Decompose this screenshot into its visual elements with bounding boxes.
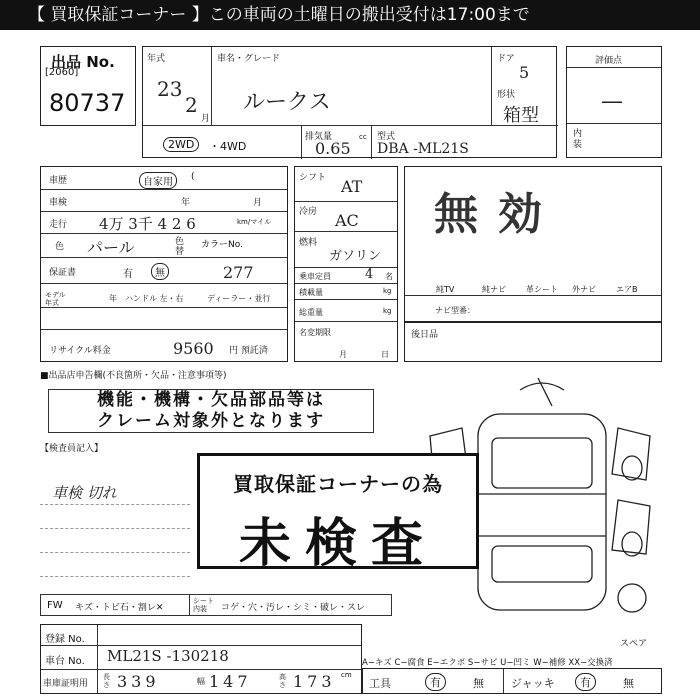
shift-value: AT: [341, 177, 363, 196]
type-label: 型式: [377, 132, 396, 142]
color-change-label: 色替: [175, 237, 185, 257]
jack-label: ジャッキ: [511, 677, 555, 690]
reg-label: 登録 No.: [45, 634, 85, 645]
equipment-item: 純ナビ: [482, 285, 506, 294]
height-value: 173: [293, 672, 336, 691]
score-label: 評価点: [595, 56, 623, 66]
width-value: 147: [209, 672, 252, 691]
chassis-value: ML21S -130218: [107, 647, 229, 665]
gross-unit: kg: [383, 307, 392, 315]
history-label: 車歴: [49, 176, 68, 186]
fw-text: キズ・トビ石・割レ✕: [75, 603, 164, 613]
equipment-item: 純TV: [436, 285, 455, 294]
fuel-label: 燃料: [299, 238, 318, 248]
tools-yes: 有: [425, 673, 446, 691]
unit-cm: cm: [341, 671, 352, 679]
warning-box: [48, 389, 374, 433]
displacement-value: 0.65: [315, 139, 351, 158]
tools-no: 無: [473, 677, 484, 690]
fuel-value: ガソリン: [329, 249, 382, 264]
capacity-value: 4: [365, 267, 374, 282]
notes-header: ■出品店申告欄(不良箇所・欠品・注意事項等): [40, 371, 227, 381]
history-box: [40, 166, 288, 362]
shift-label: シフト: [299, 173, 327, 183]
cert-label: 車庫証明用: [43, 679, 89, 689]
door-value: 5: [519, 63, 530, 82]
displacement-label: 排気量: [305, 132, 333, 142]
void-stamp: 無効: [434, 189, 562, 240]
score-box: [566, 46, 662, 158]
load-label: 積載量: [299, 288, 323, 297]
inspection-year: 年: [181, 198, 191, 208]
inspector-note: 車検 切れ: [52, 484, 117, 502]
history-paren: (: [191, 172, 195, 182]
year-label: 年式: [147, 54, 166, 64]
lot-label: 出品 No.: [51, 53, 115, 71]
score-value: —: [601, 89, 623, 114]
recycle-unit: 円 預託済: [229, 346, 268, 356]
color-value: パール: [87, 238, 135, 257]
recycle-value: 9560: [173, 339, 214, 358]
cool-value: AC: [335, 211, 359, 230]
inspector-label: 【検査員記入】: [40, 444, 104, 454]
equipment-item: 革シート: [526, 285, 558, 294]
drive-2wd: 2WD: [163, 137, 199, 152]
type-value: DBA -ML21S: [377, 141, 469, 157]
chassis-label: 車台 No.: [45, 656, 85, 667]
shape-label: 形状: [497, 90, 516, 100]
lot-number-box: [40, 46, 136, 126]
options-box: [404, 322, 662, 362]
fw-label: FW: [47, 600, 63, 611]
width-label: 幅: [197, 677, 205, 686]
name-change-label: 名変期限: [299, 328, 331, 337]
navi-label: ナビ型番：: [435, 306, 475, 315]
lot-number: 80737: [49, 89, 126, 117]
equipment-item: エアB: [616, 285, 638, 294]
top-banner: 【 買取保証コーナー 】この車両の土曜日の搬出受付は17:00まで: [0, 0, 700, 30]
equipment-item: 外ナビ: [572, 285, 596, 294]
model-year-label: モデル年式: [45, 291, 66, 307]
mileage-label: 走行: [49, 220, 68, 230]
seat-label: シート内装: [193, 597, 214, 613]
vehicle-header-box: [142, 46, 557, 158]
color-no-label: カラーNo.: [201, 240, 243, 250]
stamp-main: 未検査: [238, 514, 437, 574]
inspection-label: 車検: [49, 198, 68, 208]
color-label: 色: [55, 242, 65, 252]
recycle-label: リサイクル料金: [49, 346, 111, 356]
color-no-value: 277: [223, 263, 254, 282]
stamp-heading: 買取保証コーナーの為: [233, 472, 443, 496]
name-change-month: 月: [339, 350, 347, 359]
year-value: 23: [157, 77, 183, 101]
registration-box: [40, 624, 362, 694]
name-change-day: 日: [381, 350, 389, 359]
height-label: 高さ: [279, 673, 286, 689]
displacement-unit: cc: [359, 133, 367, 141]
spare-label: スペア: [620, 639, 648, 649]
warranty-label: 保証書: [49, 268, 77, 278]
name-value: ルークス: [243, 90, 331, 115]
cool-label: 冷房: [299, 207, 318, 217]
dealer-label: ディーラー・並行: [207, 294, 271, 303]
options-label: 後日品: [411, 330, 439, 340]
name-label: 車名・グレード: [217, 54, 281, 64]
drive-4wd: ・4WD: [209, 140, 247, 153]
month-unit: 月: [201, 114, 211, 124]
spec-box: [294, 166, 398, 362]
warranty-no: 無: [151, 263, 169, 280]
gross-label: 総重量: [299, 308, 323, 317]
shape-value: 箱型: [503, 105, 539, 126]
model-year-unit: 年: [109, 294, 117, 303]
month-value: 2: [185, 93, 198, 117]
unverified-stamp: [197, 453, 479, 574]
capacity-unit: 名: [385, 272, 393, 281]
warranty-yes: 有: [123, 269, 133, 280]
jack-yes: 有: [575, 673, 596, 691]
capacity-label: 乗車定員: [299, 272, 331, 281]
door-label: ドア: [497, 54, 515, 64]
tools-box: [362, 668, 662, 694]
history-value: 自家用: [139, 172, 177, 189]
fw-row: [40, 594, 392, 616]
warning-line1: 機能・機構・欠品部品等は: [97, 390, 325, 410]
inspection-month: 月: [253, 198, 263, 208]
mileage-value: 4万 3千 4 2 6: [99, 215, 196, 233]
length-value: 339: [117, 672, 160, 691]
jack-no: 無: [623, 677, 634, 690]
length-label: 長さ: [103, 673, 110, 689]
tools-label: 工具: [369, 677, 391, 690]
lot-sub: [2060]: [45, 67, 79, 78]
load-unit: kg: [383, 287, 392, 295]
interior-label: 内装: [573, 129, 583, 150]
handle-label: ハンドル 左・右: [125, 294, 184, 303]
mileage-unit: km/マイル: [237, 218, 272, 226]
seat-text: コゲ・穴・汚レ・シミ・破レ・スレ: [221, 603, 366, 613]
warning-line2: クレーム対象外となります: [97, 411, 325, 431]
damage-legend: A−キズ C−腐食 E−エクボ S−サビ U−凹ミ W−補修 XX−交換済: [362, 658, 613, 668]
